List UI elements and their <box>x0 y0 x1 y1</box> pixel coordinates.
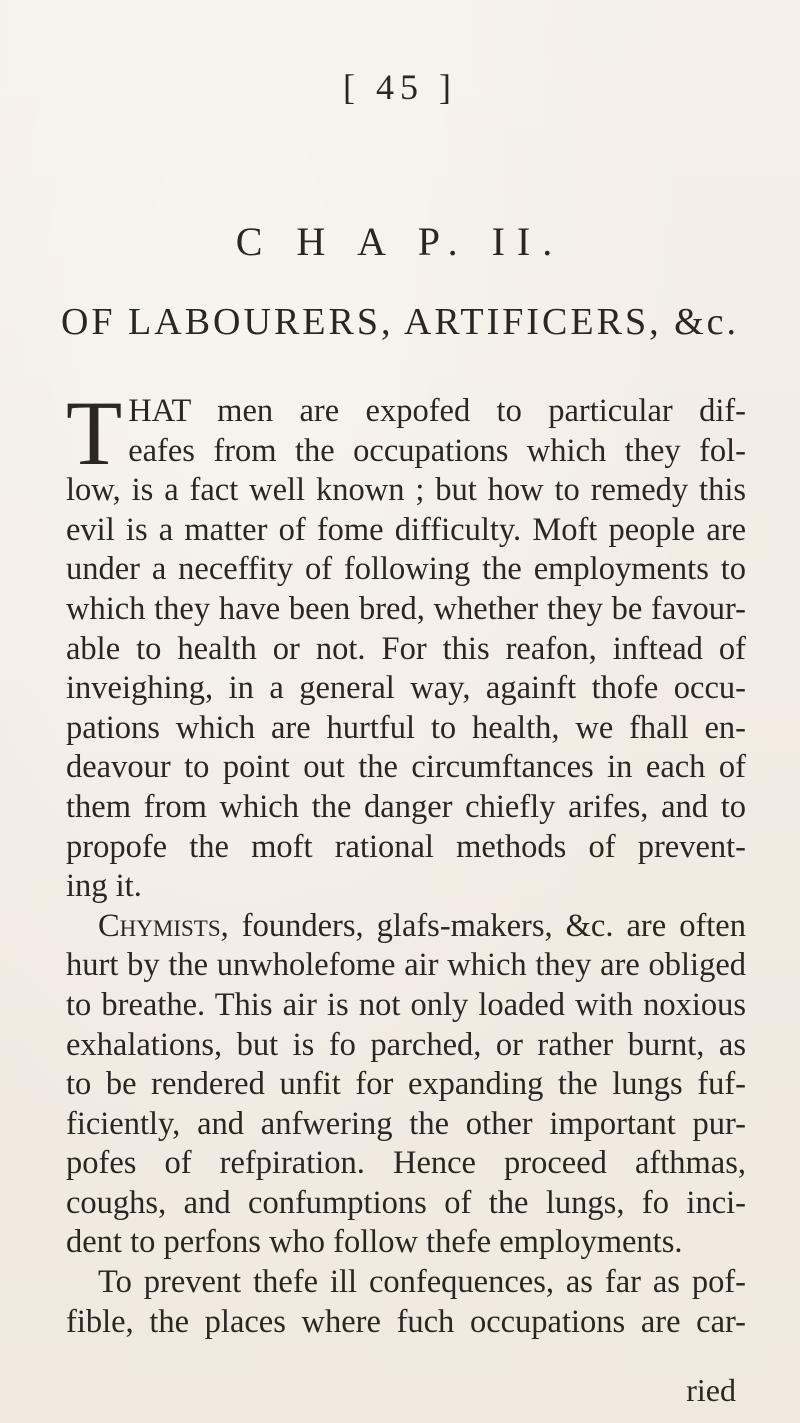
lead-word: Chymists, <box>98 907 229 944</box>
text-line: evil is a matter of fome difficulty. Moft people are <box>66 511 746 548</box>
text-line: To prevent thefe ill confequences, as far as pof- <box>98 1264 746 1301</box>
text-line: exhalations, but is fo parched, or rather burnt, as <box>66 1026 746 1063</box>
text-line: fible, the places where fuch occupations are car- <box>66 1303 746 1340</box>
chapter-title: OF LABOURERS, ARTIFICERS, &c. <box>60 301 740 343</box>
text-line: inveighing, in a general way, againft thofe occu- <box>66 670 746 707</box>
text-line: under a neceffity of following the employments to <box>66 551 746 588</box>
text-line: ing it. <box>66 868 142 905</box>
text-line: dent to perfons who follow thefe employments. <box>66 1224 683 1261</box>
body-text <box>66 382 746 1342</box>
paragraph-2 <box>66 907 746 1263</box>
text-fragment: founders, glafs-makers, &c. are often <box>228 907 746 944</box>
text-line: able to health or not. For this reafon, inftead of <box>66 630 746 667</box>
text-line <box>66 907 746 947</box>
text-line: to breathe. This air is not only loaded with noxious <box>66 986 746 1023</box>
text-line: pofes of refpiration. Hence proceed afthmas, <box>66 1145 746 1182</box>
text-line: HAT men are expofed to particular dif- <box>128 393 746 429</box>
drop-cap: T <box>66 382 123 484</box>
text-line: low, is a fact well known ; but how to remedy this <box>66 472 746 509</box>
text-line: eafes from the occupations which they fol- <box>128 432 746 469</box>
text-line: deavour to point out the circumftances in each of <box>66 749 746 786</box>
text-line: ficiently, and anfwering the other important pur- <box>66 1105 746 1142</box>
text-line: coughs, and confumptions of the lungs, fo inci- <box>66 1184 746 1221</box>
paragraph-3 <box>66 1263 746 1342</box>
page-number: [ 45 ] <box>343 67 457 107</box>
text-line: propofe the moft rational methods of prevent- <box>66 828 746 865</box>
paragraph-1 <box>66 382 746 907</box>
text-line: them from which the danger chiefly arifes, and to <box>66 788 746 825</box>
text-line: to be rendered unfit for expanding the lungs fuf- <box>66 1066 746 1103</box>
chapter-heading: C H A P. II. <box>235 219 565 264</box>
text-line: hurt by the unwholefome air which they are obliged <box>66 947 746 984</box>
text-line: which they have been bred, whether they be favour- <box>66 590 746 627</box>
text-line: pations which are hurtful to health, we fhall en- <box>66 709 746 746</box>
catchword: ried <box>686 1372 736 1408</box>
